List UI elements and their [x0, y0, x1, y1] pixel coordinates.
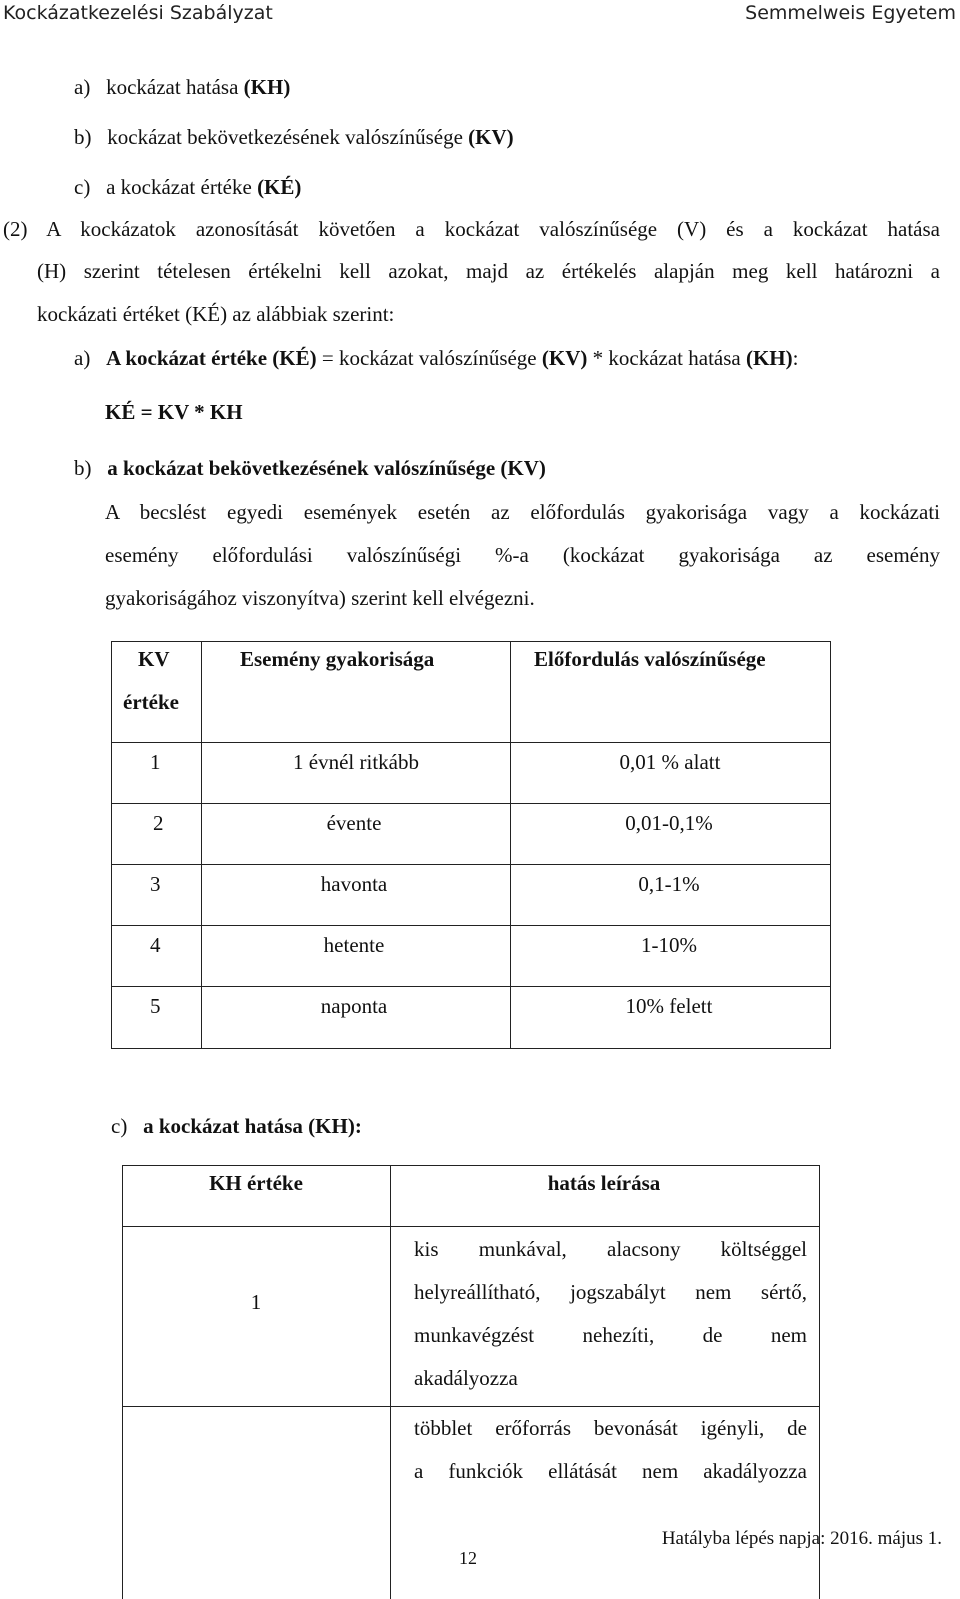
- paragraph-line: kockázati értéket (KÉ) az alábbiak szerint:: [37, 302, 395, 326]
- item-marker: c): [111, 1114, 128, 1138]
- item-a-text: * kockázat hatása: [587, 346, 746, 370]
- list-item: [74, 125, 514, 150]
- item-a-tail: :: [792, 346, 799, 370]
- paragraph-line: A becslést egyedi események esetén az előfordulás gyakorisága vagy a kockázati: [105, 500, 940, 524]
- paragraph-line: (2) A kockázatok azonosítását követően a kockázat valószínűsége (V) és a kockázat hatása: [3, 217, 940, 241]
- page-header: [0, 0, 960, 36]
- list-text: a kockázat értéke: [106, 175, 258, 199]
- table-header: KV: [138, 647, 170, 671]
- table-cell: helyreállítható, jogszabályt nem sértő,: [414, 1280, 807, 1304]
- list-abbr: (KH): [243, 75, 291, 99]
- table-cell: a funkciók ellátását nem akadályozza: [414, 1459, 807, 1483]
- item-c: [111, 1114, 362, 1139]
- table-divider: [122, 1165, 123, 1599]
- table-divider: [111, 742, 831, 743]
- item-b: [74, 456, 546, 481]
- item-a-title: A kockázat értéke (KÉ): [106, 346, 317, 370]
- table-header: Előfordulás valószínűsége: [534, 647, 766, 671]
- table-cell: 10% felett: [625, 994, 713, 1018]
- item-a-text: = kockázat valószínűsége: [316, 346, 542, 370]
- formula: KÉ = KV * KH: [105, 400, 243, 424]
- item-b-title: a kockázat bekövetkezésének valószínűsége (KV): [107, 456, 546, 480]
- list-marker: c): [74, 175, 91, 199]
- list-text: kockázat bekövetkezésének valószínűsége: [107, 125, 469, 149]
- list-marker: a): [74, 75, 91, 99]
- list-marker: b): [74, 125, 92, 149]
- table-cell: 1: [250, 1290, 262, 1314]
- item-c-title: a kockázat hatása (KH):: [143, 1114, 362, 1138]
- table-divider: [390, 1165, 391, 1599]
- table-cell: 0,01-0,1%: [625, 811, 713, 835]
- table-cell: többlet erőforrás bevonását igényli, de: [414, 1416, 807, 1440]
- table-cell: 5: [150, 994, 161, 1018]
- table-cell: 3: [150, 872, 161, 896]
- table-divider: [111, 925, 831, 926]
- item-a-kv: (KV): [541, 346, 588, 370]
- paragraph-line: esemény előfordulási valószínűségi %-a (kockázat gyakorisága az esemény: [105, 543, 940, 567]
- kv-table-border: [111, 641, 831, 1049]
- table-divider: [122, 1165, 819, 1166]
- table-divider: [122, 1226, 819, 1227]
- table-cell: havonta: [320, 872, 388, 896]
- table-divider: [111, 803, 831, 804]
- list-abbr: (KV): [468, 125, 514, 149]
- list-text: kockázat hatása: [106, 75, 244, 99]
- table-divider: [201, 641, 202, 1049]
- table-header: hatás leírása: [547, 1171, 661, 1195]
- table-divider: [122, 1406, 819, 1407]
- table-cell: 4: [150, 933, 161, 957]
- table-cell: évente: [326, 811, 382, 835]
- table-header: KH értéke: [209, 1171, 303, 1195]
- table-cell: 1 évnél ritkább: [293, 750, 419, 774]
- item-marker: a): [74, 346, 91, 370]
- item-a-kh: (KH): [745, 346, 793, 370]
- item-marker: b): [74, 456, 92, 480]
- header-title-left: Kockázatkezelési Szabályzat: [3, 2, 273, 24]
- table-cell: naponta: [320, 994, 388, 1018]
- table-divider: [111, 864, 831, 865]
- table-cell: 0,1-1%: [638, 872, 700, 896]
- page-number: 12: [459, 1548, 477, 1568]
- table-divider: [510, 641, 511, 1049]
- effective-date: Hatályba lépés napja: 2016. május 1.: [661, 1528, 942, 1549]
- item-a: [74, 346, 798, 371]
- table-header: Esemény gyakorisága: [240, 647, 435, 671]
- table-cell: hetente: [323, 933, 385, 957]
- table-cell: 1-10%: [641, 933, 697, 957]
- table-cell: 1: [150, 750, 161, 774]
- list-item: [74, 75, 290, 100]
- table-cell: 0,01 % alatt: [619, 750, 721, 774]
- table-cell: kis munkával, alacsony költséggel: [414, 1237, 807, 1261]
- table-cell: akadályozza: [414, 1366, 518, 1390]
- paragraph-line: gyakoriságához viszonyítva) szerint kell elvégezni.: [105, 586, 535, 610]
- header-title-right: Semmelweis Egyetem: [745, 2, 956, 24]
- list-item: [74, 175, 301, 200]
- paragraph-line: (H) szerint tételesen értékelni kell azokat, majd az értékelés alapján meg kell határozni a: [37, 259, 940, 283]
- table-header: értéke: [123, 690, 179, 714]
- table-divider: [111, 986, 831, 987]
- table-cell: munkavégzést nehezíti, de nem: [414, 1323, 807, 1347]
- list-abbr: (KÉ): [257, 175, 302, 199]
- table-cell: 2: [153, 811, 164, 835]
